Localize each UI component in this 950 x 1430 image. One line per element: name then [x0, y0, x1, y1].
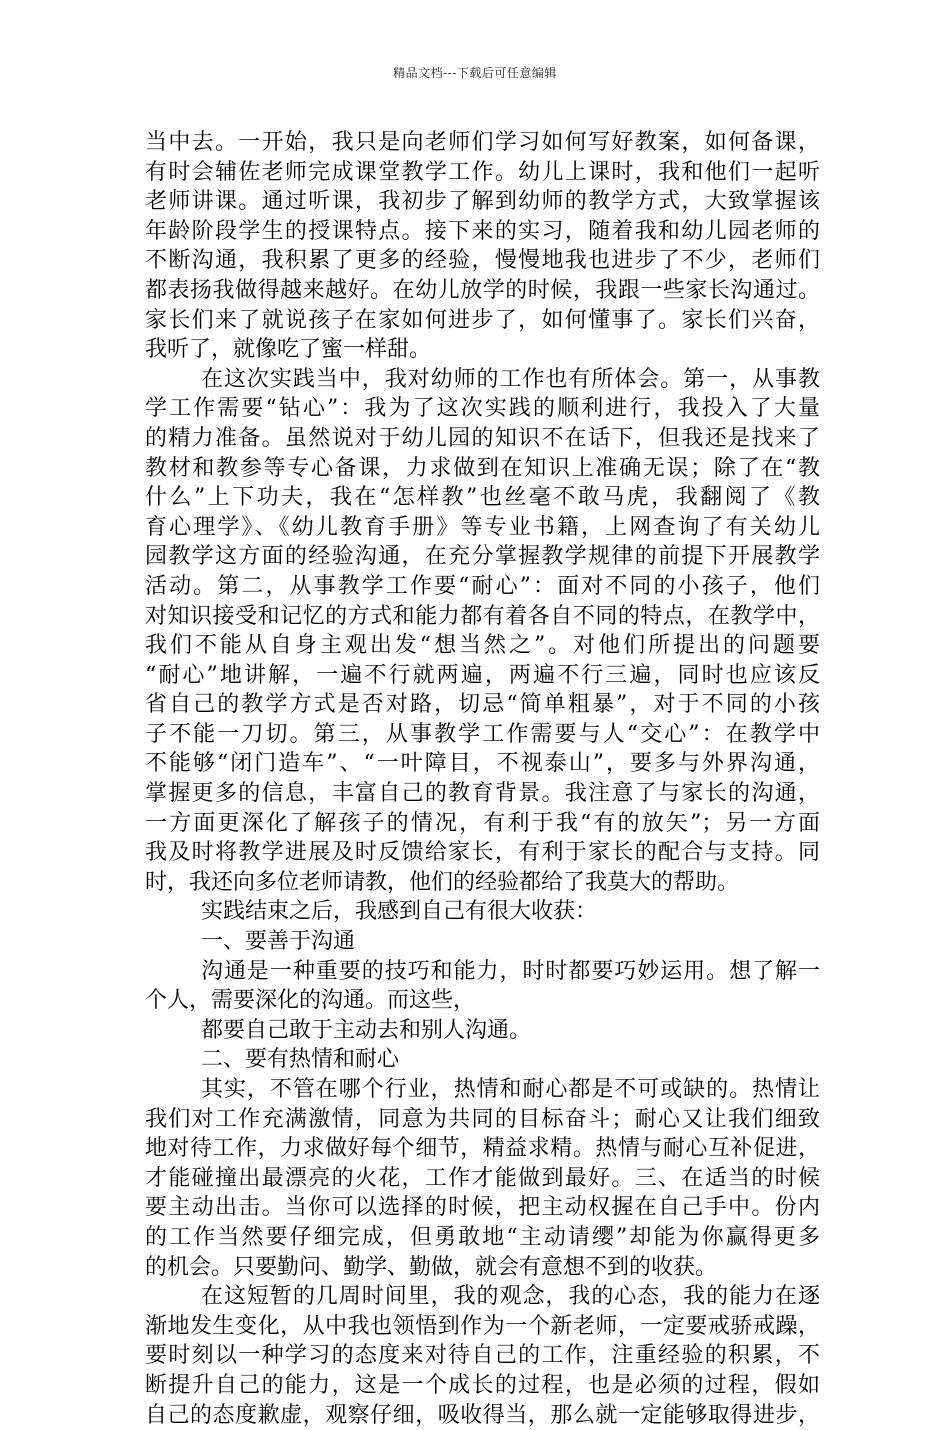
- text-line: 学工作需要“钻心”：我为了这次实践的顺利进行，我投入了大量: [145, 396, 820, 422]
- text-line: 不能够“闭门造车”、“一叶障目，不视泰山”，要多与外界沟通，: [145, 751, 820, 777]
- text-line: 要时刻以一种学习的态度来对待自己的工作，注重经验的积累，不: [145, 1343, 820, 1369]
- text-line: 的精力准备。虽然说对于幼儿园的知识不在话下，但我还是找来了: [145, 425, 820, 451]
- text-line: 其实，不管在哪个行业，热情和耐心都是不可或缺的。热情让: [201, 1077, 820, 1102]
- text-line: 地对待工作，力求做好每个细节，精益求精。热情与耐心互补促进，: [145, 1136, 820, 1162]
- text-line: 家长们来了就说孩子在家如何进步了，如何懂事了。家长们兴奋，: [145, 307, 820, 333]
- page-header: 精品文档---下载后可任意编辑: [393, 66, 557, 80]
- text-line: 都要自己敢于主动去和别人沟通。: [201, 1017, 532, 1043]
- text-line: 要主动出击。当你可以选择的时候，把主动权握在自己手中。份内: [145, 1195, 820, 1221]
- text-line: 活动。第二，从事教学工作要“耐心”：面对不同的小孩子，他们: [145, 573, 820, 599]
- text-line: 我听了，就像吃了蜜一样甜。: [145, 337, 432, 363]
- text-line: 一、要善于沟通: [201, 929, 356, 955]
- text-line: 有时会辅佐老师完成课堂教学工作。幼儿上课时，我和他们一起听: [145, 159, 820, 185]
- text-line: 时，我还向多位老师请教，他们的经验都给了我莫大的帮助。: [145, 869, 740, 895]
- text-line: 育心理学》、《幼儿教育手册》等专业书籍，上网查询了有关幼儿: [145, 514, 820, 540]
- text-line: 都表扬我做得越来越好。在幼儿放学的时候，我跟一些家长沟通过。: [145, 277, 820, 303]
- text-line: “耐心”地讲解，一遍不行就两遍，两遍不行三遍，同时也应该反: [145, 662, 820, 688]
- document-body: [145, 128, 820, 1430]
- text-line: 才能碰撞出最漂亮的火花，工作才能做到最好。三、在适当的时候: [145, 1165, 820, 1191]
- text-line: 渐地发生变化，从中我也领悟到作为一个新老师，一定要戒骄戒躁，: [145, 1313, 820, 1339]
- text-line: 掌握更多的信息，丰富自己的教育背景。我注意了与家长的沟通，: [145, 781, 820, 807]
- text-line: 我们不能从自身主观出发“想当然之”。对他们所提出的问题要: [145, 633, 820, 659]
- text-line: 不断沟通，我积累了更多的经验，慢慢地我也进步了不少，老师们: [145, 248, 820, 274]
- text-line: 年龄阶段学生的授课特点。接下来的实习，随着我和幼儿园老师的: [145, 218, 820, 244]
- text-line: 当中去。一开始，我只是向老师们学习如何写好教案，如何备课，: [145, 130, 820, 155]
- text-line: 沟通是一种重要的技巧和能力，时时都要巧妙运用。想了解一: [201, 958, 820, 984]
- text-line: 一方面更深化了解孩子的情况，有利于我“有的放矢”；另一方面: [145, 810, 820, 836]
- text-line: 园教学这方面的经验沟通，在充分掌握教学规律的前提下开展教学: [145, 544, 820, 570]
- text-line: 子不能一刀切。第三，从事教学工作需要与人“交心”：在教学中: [145, 721, 820, 747]
- text-line: 断提升自己的能力，这是一个成长的过程，也是必须的过程，假如: [145, 1372, 820, 1398]
- text-line: 的机会。只要勤问、勤学、勤做，就会有意想不到的收获。: [145, 1254, 718, 1280]
- text-line: 二、要有热情和耐心: [201, 1047, 400, 1073]
- text-line: 的工作当然要仔细完成，但勇敢地“主动请缨”却能为你赢得更多: [145, 1224, 820, 1250]
- text-line: 自己的态度歉虚，观察仔细，吸收得当，那么就一定能够取得进步，: [145, 1402, 820, 1428]
- text-line: 老师讲课。通过听课，我初步了解到幼师的教学方式，大致掌握该: [145, 189, 820, 215]
- text-line: 在这短暂的几周时间里，我的观念，我的心态，我的能力在逐: [201, 1284, 820, 1310]
- text-line: 实践结束之后，我感到自己有很大收获：: [201, 899, 598, 925]
- text-line: 在这次实践当中，我对幼师的工作也有所体会。第一，从事教: [201, 366, 820, 392]
- text-line: 个人，需要深化的沟通。而这些，: [145, 988, 476, 1014]
- text-line: 什么”上下功夫，我在“怎样教”也丝毫不敢马虎，我翻阅了《教: [145, 485, 820, 511]
- text-line: 省自己的教学方式是否对路，切忌“简单粗暴”，对于不同的小孩: [145, 692, 820, 718]
- text-line: 对知识接受和记忆的方式和能力都有着各自不同的特点，在教学中，: [145, 603, 820, 629]
- text-line: 我们对工作充满激情，同意为共同的目标奋斗；耐心又让我们细致: [145, 1106, 820, 1132]
- text-line: 我及时将教学进展及时反馈给家长，有利于家长的配合与支持。同: [145, 840, 820, 866]
- text-line: 教材和教参等专心备课，力求做到在知识上准确无误；除了在“教: [145, 455, 820, 481]
